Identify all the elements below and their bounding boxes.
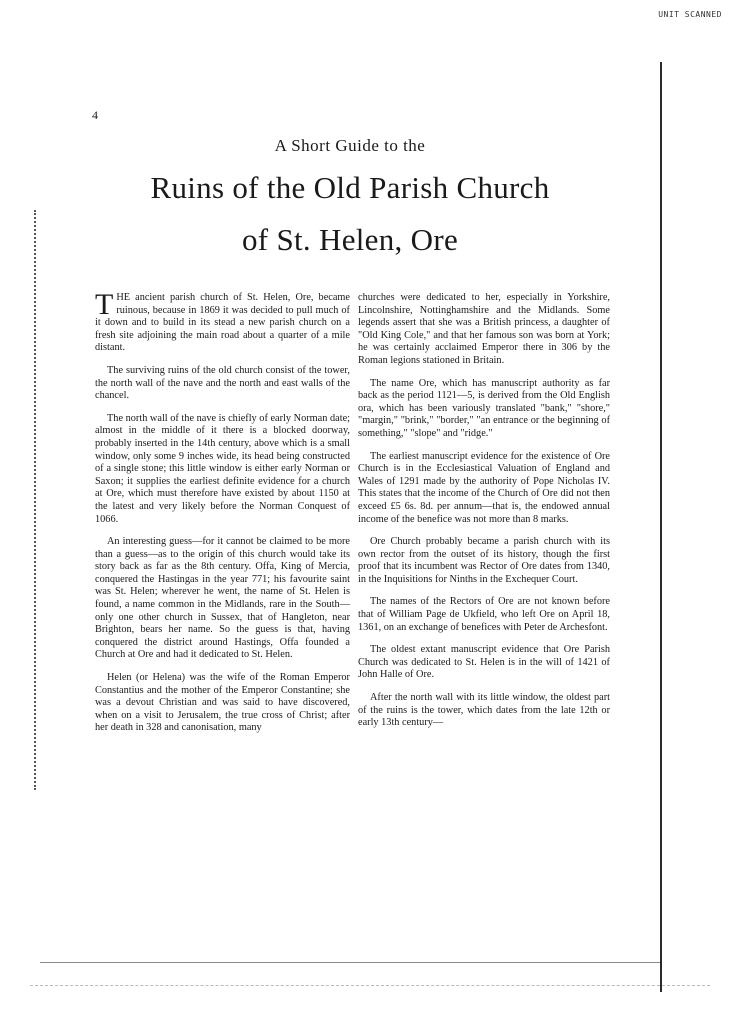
paragraph: The oldest extant manuscript evidence that Ore Parish Church was dedicated to St. Helen is in the will of 1421 of John Halle of Ore. [358,644,610,681]
paragraph: An interesting guess—for it cannot be claimed to be more than a guess—as to the origin of this church would take its story back as far as the 8th century. Offa, King of Mercia, conquered the Hastingas in the year 771; his favourite saint was St. Helen; wherever he went, the name of St. Helen is found, a name common in the Midlands, rare in the South—only one other church in Sussex, that of Hangleton, near Brighton, bears her name. So the guess is that, having conquered the district around Hastings, Offa founded a Church at Ore and had it dedicated to St. Helen. [95,536,350,661]
page-edge-left [34,210,38,790]
paragraph: The names of the Rectors of Ore are not known before that of William Page de Ukfield, who left Ore on April 18, 1361, on an exchange of benefices with Peter de Archesfont. [358,596,610,633]
right-column [358,292,610,740]
scan-noise-strip [30,985,710,992]
paragraph: The surviving ruins of the old church consist of the tower, the north wall of the nave and the north and east walls of the chancel. [95,364,350,402]
paragraph: After the north wall with its little window, the oldest part of the ruins is the tower, which dates from the late 12th or early 13th century— [358,692,610,729]
page-subtitle: A Short Guide to the [274,136,426,155]
page-title-line-1: Ruins of the Old Parish Church [150,170,550,205]
paragraph [95,288,350,355]
paragraph: Helen (or Helena) was the wife of the Roman Emperor Constantius and the mother of the Emperor Constantine; she was a devout Christian and was said to have discovered, when on a visit to Jerusalem, the true cross of Christ; after her death in 328 and canonisation, many [95,672,350,734]
left-column [95,288,350,745]
paragraph: The earliest manuscript evidence for the existence of Ore Church is in the Ecclesiastical Valuation of England and Wales of 1291 made by the authority of Pope Nicholas IV. This states that the income of the Church of Ore did not then exceed £5 6s. 8d. per annum—that is, the endowed annual income of the benefice was not more than 8 marks. [358,450,610,525]
page-edge-bottom [40,962,660,963]
paragraph: churches were dedicated to her, especially in Yorkshire, Lincolnshire, Nottinghamshire and the Midlands. Some legends assert that she was a British princess, a daughter of "Old King Cole," and that her famous son was born at York; he was certainly acclaimed Emperor there in 306 by the Roman legions stationed in Britain. [358,292,610,366]
scan-corner-label: UNIT SCANNED [658,10,722,19]
paragraph-text: HE ancient parish church of St. Helen, Ore, became ruinous, because in 1869 it was decided to pull much of it down and to build in its stead a new parish church on a fresh site adjoining the main road about a quarter of a mile distant. [95,292,350,354]
paragraph: The north wall of the nave is chiefly of early Norman date; almost in the middle of it there is a blocked doorway, probably inserted in the 14th century, above which is a small window, only some 9 inches wide, its head being constructed of a single stone; this little window is either early Norman or Saxon; it supplies the earliest definite evidence for a church at Ore, which must therefore have existed by about 1150 at the latest and very likely before the Norman Conquest of 1066. [95,412,350,525]
paragraph: Ore Church probably became a parish church with its own rector from the outset of its history, though the first proof that its incumbent was Rector of Ore dates from 1340, in the Inquisitions for Ninths in the Exchequer Court. [358,536,610,585]
page-title-line-2: of St. Helen, Ore [241,222,458,257]
page-number: 4 [92,108,98,122]
drop-cap: T [95,288,114,321]
paragraph: The name Ore, which has manuscript authority as far back as the period 1121—5, is derived from the Old English ora, which has been variously translated "bank," "shore," "margin," "brink," "border," "an entrance or the beginning of something," "slope" and "ridge." [358,377,610,439]
